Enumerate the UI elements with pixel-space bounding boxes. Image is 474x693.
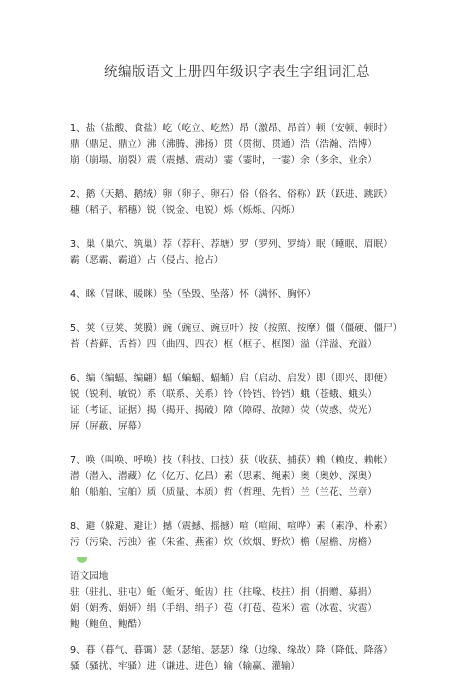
list-line: 2、鹅（天鹅、鹅绒）卵（卵子、卵石）俗（俗名、俗称）跃（跃进、跳跃） bbox=[70, 189, 393, 200]
section-7 bbox=[70, 453, 470, 501]
page-title: 统编版语文上册四年级识字表生字组词汇总 bbox=[104, 64, 370, 80]
list-line: 6、编（编蝠、编翩）蝠（蝙蝠、蝠蛹）启（启动、启发）即（即兴、即便） bbox=[70, 373, 393, 384]
list-line: 潜（潜入、潜藏）亿（亿万、亿昌）素（思素、绳素）奥（奥妙、深奥） bbox=[70, 471, 377, 482]
section-yuwen-yuandi bbox=[70, 569, 470, 633]
list-line: 娟（娟秀、娟妍）绢（手绢、绢子）苞（打苞、苞米）雹（冰雹、灾雹） bbox=[70, 603, 377, 614]
word-list bbox=[70, 121, 470, 693]
list-line: 3、巢（巢穴、筑巢）荐（荐秆、荐塘）罗（罗列、罗绮）眠（睡眠、眉眠） bbox=[70, 239, 393, 250]
list-line: 霸（恶霸、霸道）占（侵占、抢占） bbox=[70, 255, 224, 266]
section-3 bbox=[70, 237, 470, 269]
section-2 bbox=[70, 187, 470, 219]
list-line: 苔（苔藓、舌苔）四（曲四、四衣）框（框子、框图）溢（洋溢、充溢） bbox=[70, 339, 377, 350]
list-line: 4、眯（冒眯、暖眯）坠（坠毁、坠落）怀（满怀、胸怀） bbox=[70, 289, 316, 300]
list-line: 鼎（鼎足、鼎立）沸（沸腾、沸扬）贯（贯彻、贯通）浩（浩瀚、浩博） bbox=[70, 139, 377, 150]
section-8 bbox=[70, 519, 470, 551]
list-line: 屏（屏蔽、屏幕） bbox=[70, 421, 147, 432]
list-line: 8、避（躲避、避让）撼（震撼、摇撼）喧（喧闹、喧哗）素（素净、朴素） bbox=[70, 521, 393, 532]
list-line: 锐（锐利、敏锐）系（联系、关系）铃（铃铛、铃铛）蛾（苍蛾、蛾头） bbox=[70, 389, 377, 400]
list-line: 舶（船舶、宝舶）质（质量、本质）哲（哲理、先哲）兰（兰花、兰章） bbox=[70, 487, 377, 498]
list-line: 1、盐（盐酸、食盐）屹（屹立、屹然）昂（激昂、昂首）顿（安顿、顿时） bbox=[70, 123, 393, 134]
list-line: 证（考证、证据）揭（揭开、揭破）障（障碍、故障）荧（荧惑、荧光） bbox=[70, 405, 377, 416]
list-line: 驻（驻扎、驻屯）蚯（蚯牙、蚯齿）拄（拄喙、枝拄）捐（捐赠、募捐） bbox=[70, 587, 377, 598]
list-line: 骚（骚扰、牢骚）进（谦进、进色）输（输赢、灌输） bbox=[70, 661, 301, 672]
list-line: 鲍（鲍鱼、鲍酷） bbox=[70, 619, 147, 630]
section-1 bbox=[70, 121, 470, 169]
list-line: 穗（稻子、稻穗）锐（锐金、电锐）烁（烁烁、闪烁） bbox=[70, 205, 301, 216]
list-line: 7、唤（叫唤、呼唤）技（科技、口技）获（收获、捕获）赖（赖皮、赖帐） bbox=[70, 455, 393, 466]
list-line: 5、荚（豆荚、荚膜）豌（豌豆、豌豆叶）按（按照、按摩）僵（僵硬、僵尸） bbox=[70, 323, 403, 334]
list-line: 9、暮（暮气、暮霭）瑟（瑟缩、瑟瑟）缘（边缘、缘故）降（降低、降落） bbox=[70, 645, 393, 656]
section-heading: 语文园地 bbox=[70, 571, 109, 582]
section-4 bbox=[70, 287, 470, 303]
section-5 bbox=[70, 321, 470, 353]
section-6 bbox=[70, 371, 470, 435]
list-line: 污（污染、污浊）雀（朱雀、燕雀）炊（炊烟、野炊）檐（屋檐、房檐） bbox=[70, 537, 377, 548]
list-line: 崩（崩塌、崩裂）震（震撼、震动）霎（霎时，一霎）余（多余、业余） bbox=[70, 155, 377, 166]
section-9 bbox=[70, 643, 470, 675]
